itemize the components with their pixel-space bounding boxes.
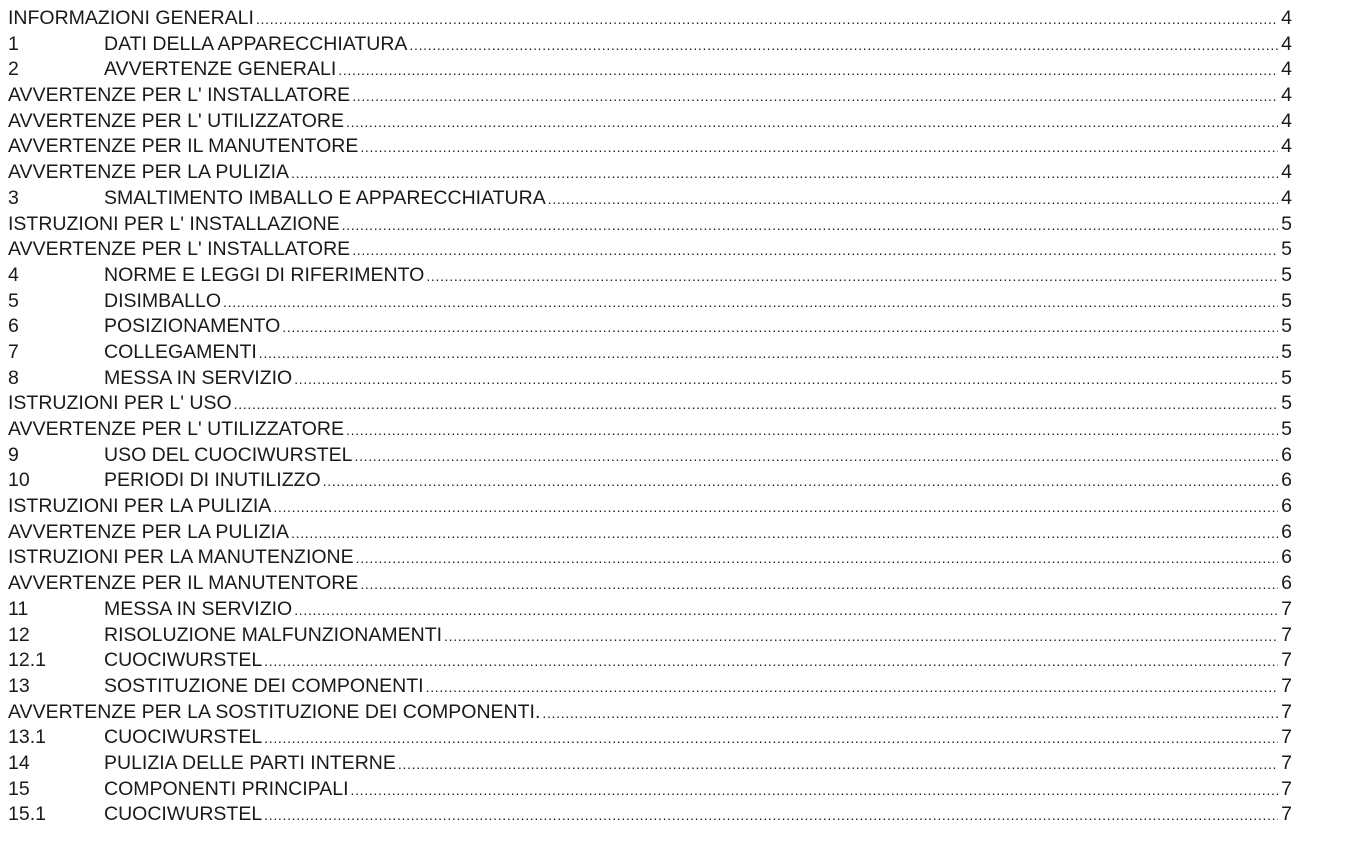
dot-leader [542, 700, 1278, 727]
toc-entry-number: 12.1 [8, 649, 46, 672]
toc-entry[interactable] [8, 340, 1292, 366]
toc-entry[interactable] [8, 648, 1292, 674]
toc-entry-number: 3 [8, 186, 19, 209]
dot-leader [338, 57, 1278, 84]
toc-entry-number: 10 [8, 469, 30, 492]
toc-entry-page-number: 7 [1281, 726, 1292, 749]
toc-entry-page-number: 7 [1281, 649, 1292, 672]
toc-entry[interactable] [8, 366, 1292, 392]
toc-entry-page-number: 7 [1281, 751, 1292, 774]
toc-entry-title: RISOLUZIONE MALFUNZIONAMENTI [104, 623, 443, 646]
dot-leader [354, 443, 1278, 470]
dot-leader [548, 186, 1278, 213]
toc-entry-title: INFORMAZIONI GENERALI [8, 7, 254, 29]
toc-entry-title: CUOCIWURSTEL [104, 726, 263, 749]
toc-entry-page-number: 4 [1281, 186, 1292, 209]
toc-entry-page-number: 5 [1281, 315, 1292, 338]
toc-entry-page-number: 6 [1281, 495, 1292, 518]
toc-entry[interactable] [8, 109, 1292, 135]
toc-entry[interactable] [8, 725, 1292, 751]
toc-entry-title: POSIZIONAMENTO [104, 315, 281, 338]
toc-entry[interactable] [8, 571, 1292, 597]
toc-entry-page-number: 5 [1281, 289, 1292, 312]
toc-entry-title: AVVERTENZE PER IL MANUTENTORE [8, 135, 359, 158]
toc-entry-number: 5 [8, 289, 19, 312]
toc-entry-page-number: 5 [1281, 392, 1292, 415]
toc-entry-page-number: 4 [1281, 109, 1292, 132]
toc-entry[interactable] [8, 545, 1292, 571]
toc-entry-number: 14 [8, 751, 30, 774]
toc-entry-title: DATI DELLA APPARECCHIATURA [104, 32, 408, 55]
toc-entry[interactable] [8, 520, 1292, 546]
toc-entry[interactable] [8, 212, 1292, 238]
toc-entry-title: AVVERTENZE PER LA SOSTITUZIONE DEI COMPONENTI. [8, 700, 541, 723]
toc-entry-title: AVVERTENZE PER L' UTILIZZATORE [8, 418, 345, 440]
dot-leader [294, 366, 1278, 393]
toc-entry[interactable] [8, 391, 1292, 417]
toc-entry-number: 6 [8, 315, 19, 338]
dot-leader [352, 83, 1278, 110]
toc-entry-title: ISTRUZIONI PER L' USO [8, 392, 232, 415]
dot-leader [444, 623, 1278, 650]
toc-entry[interactable] [8, 6, 1292, 32]
toc-entry-page-number: 4 [1281, 135, 1292, 158]
toc-entry-page-number: 7 [1281, 700, 1292, 723]
toc-entry-title: USO DEL CUOCIWURSTEL [104, 443, 353, 466]
dot-leader [323, 468, 1278, 495]
toc-entry-page-number: 7 [1281, 597, 1292, 620]
toc-entry-title: AVVERTENZE GENERALI [104, 58, 337, 81]
dot-leader [346, 417, 1278, 444]
toc-entry-number: 9 [8, 443, 19, 466]
toc-entry-title: DISIMBALLO [104, 289, 222, 312]
dot-leader [264, 802, 1278, 829]
toc-entry-title: PERIODI DI INUTILIZZO [104, 469, 321, 492]
toc-entry-title: AVVERTENZE PER L' INSTALLATORE [8, 238, 351, 261]
toc-entry-number: 1 [8, 32, 19, 55]
toc-entry-title: MESSA IN SERVIZIO [104, 597, 293, 620]
toc-entry[interactable] [8, 314, 1292, 340]
dot-leader [351, 777, 1278, 804]
toc-entry[interactable] [8, 134, 1292, 160]
dot-leader [294, 597, 1278, 624]
toc-entry-page-number: 7 [1281, 623, 1292, 646]
toc-entry-page-number: 4 [1281, 58, 1292, 81]
toc-entry-page-number: 7 [1281, 674, 1292, 697]
toc-entry-title: ISTRUZIONI PER LA PULIZIA [8, 495, 272, 518]
dot-leader [259, 340, 1278, 367]
dot-leader [346, 109, 1278, 136]
toc-entry-title: MESSA IN SERVIZIO [104, 366, 293, 389]
toc-entry-page-number: 7 [1281, 777, 1292, 800]
toc-entry-page-number: 6 [1281, 572, 1292, 595]
toc-entry-title: PULIZIA DELLE PARTI INTERNE [104, 751, 396, 774]
toc-entry-number: 8 [8, 366, 19, 389]
dot-leader [256, 6, 1278, 33]
dot-leader [291, 520, 1278, 547]
toc-entry-number: 2 [8, 58, 19, 81]
toc-entry[interactable] [8, 443, 1292, 469]
dot-leader [426, 263, 1278, 290]
dot-leader [360, 571, 1278, 598]
toc-entry-title: SMALTIMENTO IMBALLO E APPARECCHIATURA [104, 186, 546, 209]
toc-entry-number: 13.1 [8, 726, 46, 749]
dot-leader [234, 391, 1278, 418]
toc-entry-title: AVVERTENZE PER L' UTILIZZATORE [8, 109, 345, 132]
toc-entry[interactable] [8, 597, 1292, 623]
toc-entry-number: 15.1 [8, 803, 46, 826]
dot-leader [264, 648, 1278, 675]
toc-entry-title: AVVERTENZE PER LA PULIZIA [8, 520, 290, 543]
dot-leader [273, 494, 1278, 521]
dot-leader [291, 160, 1278, 187]
dot-leader [398, 751, 1278, 778]
toc-entry-number: 4 [8, 263, 19, 286]
toc-entry[interactable] [8, 32, 1292, 58]
toc-entry-page-number: 6 [1281, 520, 1292, 543]
table-of-contents [8, 6, 1292, 828]
toc-entry[interactable] [8, 289, 1292, 315]
toc-entry[interactable] [8, 700, 1292, 726]
toc-entry[interactable] [8, 186, 1292, 212]
toc-entry[interactable] [8, 802, 1292, 828]
dot-leader [426, 674, 1278, 701]
toc-entry-title: COLLEGAMENTI [104, 340, 257, 363]
toc-entry-number: 15 [8, 777, 30, 800]
toc-entry[interactable] [8, 160, 1292, 186]
toc-entry-page-number: 4 [1281, 161, 1292, 184]
toc-entry[interactable] [8, 237, 1292, 263]
toc-entry-page-number: 5 [1281, 238, 1292, 261]
toc-entry-title: CUOCIWURSTEL [104, 649, 263, 672]
toc-entry[interactable] [8, 674, 1292, 700]
toc-entry[interactable] [8, 623, 1292, 649]
toc-entry-page-number: 5 [1281, 340, 1292, 363]
toc-entry-page-number: 5 [1281, 366, 1292, 389]
toc-entry[interactable] [8, 83, 1292, 109]
toc-entry[interactable] [8, 777, 1292, 803]
toc-entry-page-number: 4 [1281, 32, 1292, 55]
toc-entry-page-number: 6 [1281, 443, 1292, 466]
toc-entry-page-number: 5 [1281, 418, 1292, 440]
dot-leader [342, 212, 1278, 239]
dot-leader [360, 134, 1278, 161]
dot-leader [282, 314, 1278, 341]
dot-leader [356, 545, 1278, 572]
dot-leader [264, 725, 1278, 752]
toc-entry[interactable] [8, 417, 1292, 443]
toc-entry[interactable] [8, 494, 1292, 520]
toc-entry-title: ISTRUZIONI PER LA MANUTENZIONE [8, 546, 354, 569]
toc-entry-number: 12 [8, 623, 30, 646]
toc-entry-page-number: 4 [1281, 7, 1292, 29]
toc-entry-page-number: 6 [1281, 546, 1292, 569]
toc-entry-title: AVVERTENZE PER L' INSTALLATORE [8, 84, 351, 107]
toc-entry[interactable] [8, 263, 1292, 289]
toc-entry[interactable] [8, 57, 1292, 83]
toc-entry-page-number: 7 [1281, 803, 1292, 826]
toc-entry-title: ISTRUZIONI PER L' INSTALLAZIONE [8, 212, 340, 235]
dot-leader [409, 32, 1278, 59]
toc-entry-number: 11 [8, 597, 29, 620]
toc-entry-page-number: 4 [1281, 84, 1292, 107]
toc-entry-title: CUOCIWURSTEL [104, 803, 263, 826]
toc-entry-page-number: 5 [1281, 212, 1292, 235]
toc-entry-page-number: 5 [1281, 263, 1292, 286]
toc-entry-title: COMPONENTI PRINCIPALI [104, 777, 349, 800]
toc-entry-title: AVVERTENZE PER IL MANUTENTORE [8, 572, 359, 595]
toc-entry[interactable] [8, 468, 1292, 494]
toc-entry-number: 7 [8, 340, 19, 363]
toc-entry-page-number: 6 [1281, 469, 1292, 492]
toc-entry-title: SOSTITUZIONE DEI COMPONENTI [104, 674, 424, 697]
dot-leader [223, 289, 1278, 316]
toc-entry-number: 13 [8, 674, 30, 697]
dot-leader [352, 237, 1278, 264]
toc-entry[interactable] [8, 751, 1292, 777]
toc-entry-title: NORME E LEGGI DI RIFERIMENTO [104, 263, 425, 286]
toc-entry-title: AVVERTENZE PER LA PULIZIA [8, 161, 290, 184]
